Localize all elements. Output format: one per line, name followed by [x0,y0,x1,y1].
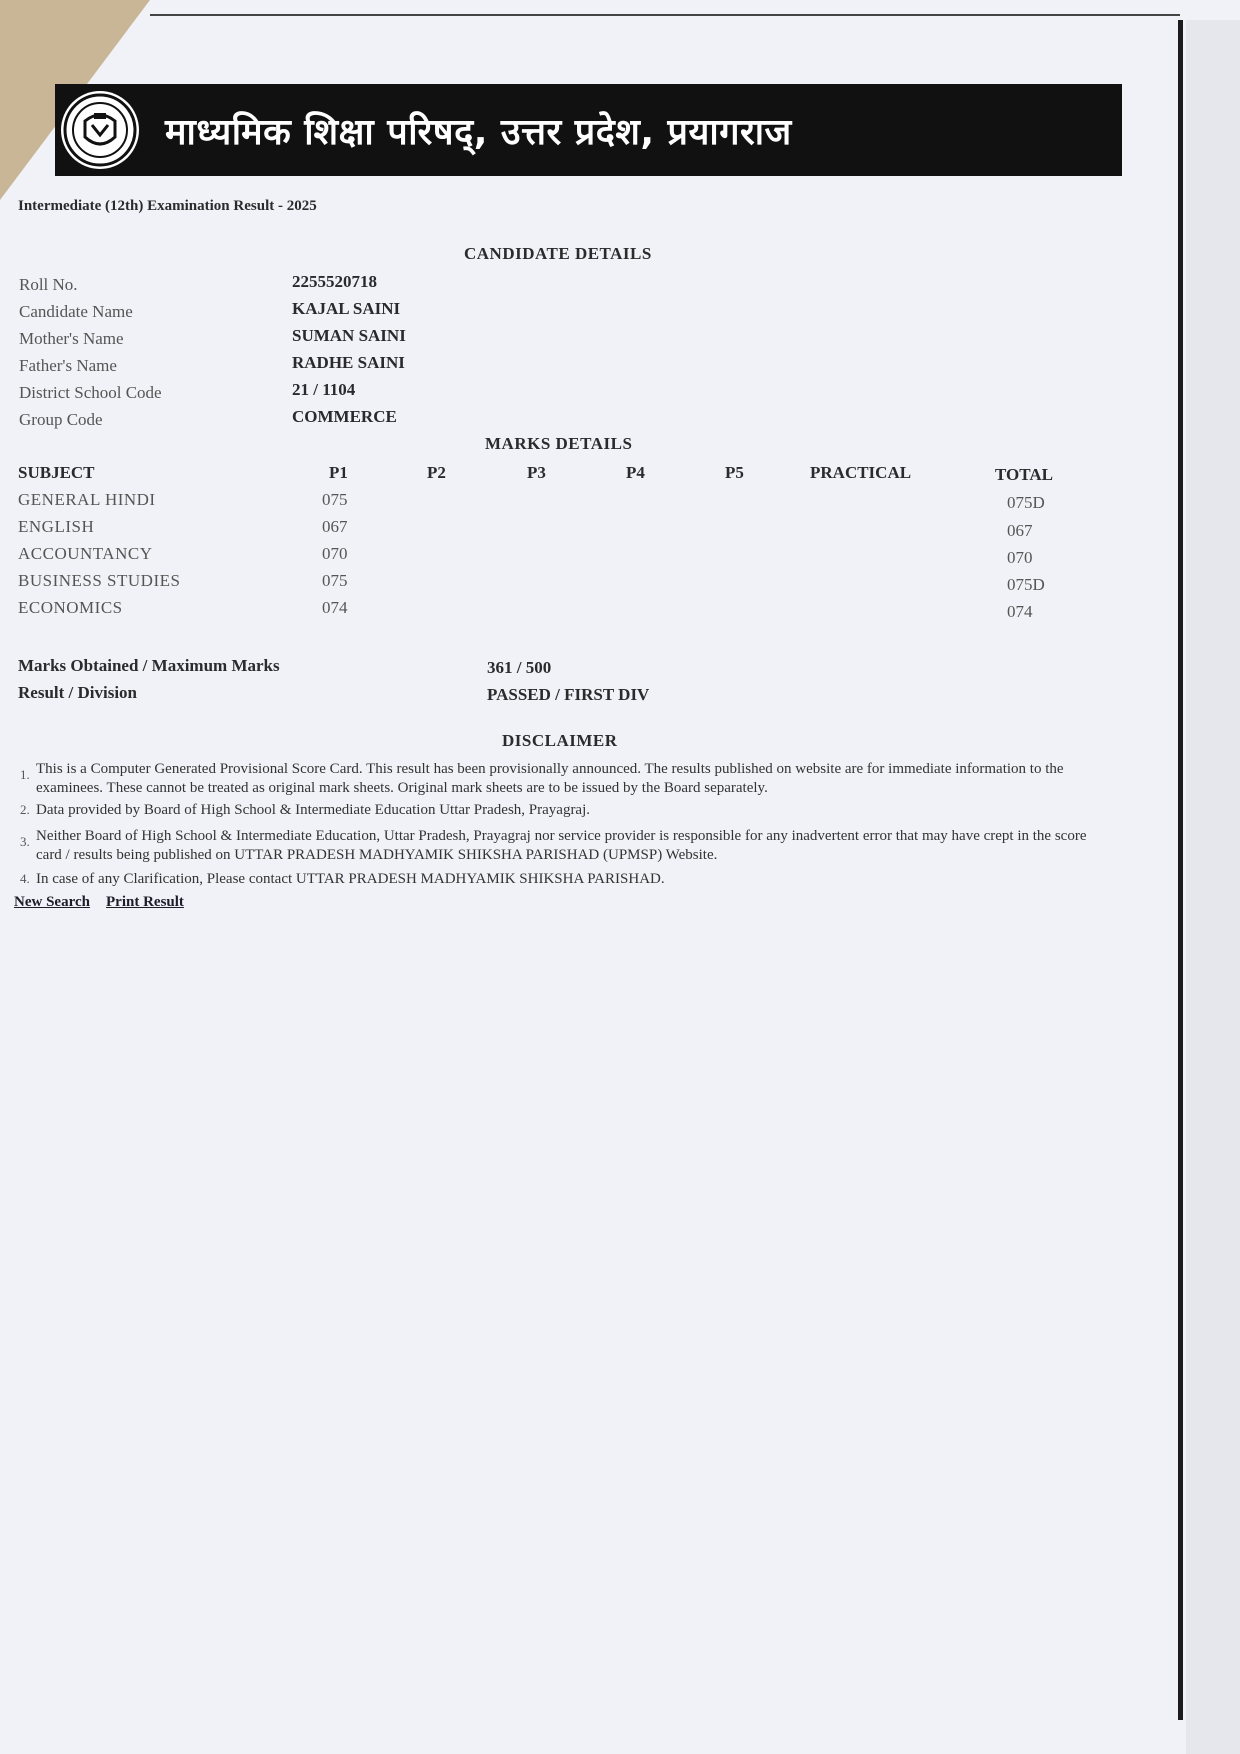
father-name-label: Father's Name [19,356,117,375]
roll-no-value: 2255520718 [292,272,377,291]
marks-details-heading: MARKS DETAILS [485,434,633,453]
subject-p1: 067 [322,517,348,536]
disclaimer-number: 3. [20,834,30,849]
subject-p1: 074 [322,598,348,617]
subject-total: 067 [1007,521,1033,540]
col-p4-header: P4 [626,463,645,482]
subject-name: ECONOMICS [18,598,123,617]
exam-title: Intermediate (12th) Examination Result - 2025 [18,198,317,214]
subject-p1: 070 [322,544,348,563]
col-p2-header: P2 [427,463,446,482]
disclaimer-item: Data provided by Board of High School & Intermediate Education Uttar Pradesh, Prayagraj. [36,802,591,818]
upmsp-emblem-icon [61,91,139,169]
col-p1-header: P1 [329,463,348,482]
subject-name: GENERAL HINDI [18,490,156,509]
marks-obtained-label: Marks Obtained / Maximum Marks [18,656,280,675]
page-right-margin [1186,20,1240,1754]
page-edge-line [1178,20,1183,1720]
disclaimer-heading: DISCLAIMER [502,731,618,750]
col-total-header: TOTAL [995,465,1053,484]
header-banner [55,84,1122,176]
col-subject-header: SUBJECT [18,463,95,482]
subject-total: 070 [1007,548,1033,567]
subject-name: ACCOUNTANCY [18,544,153,563]
col-p5-header: P5 [725,463,744,482]
subject-name: BUSINESS STUDIES [18,571,181,590]
group-code-value: COMMERCE [292,407,397,426]
subject-total: 075D [1007,493,1045,512]
candidate-name-value: KAJAL SAINI [292,299,401,318]
group-code-label: Group Code [19,410,103,429]
roll-no-label: Roll No. [19,275,78,294]
subject-name: ENGLISH [18,517,95,536]
new-search-link[interactable]: New Search [14,894,90,910]
col-practical-header: PRACTICAL [810,463,912,482]
top-rule [150,14,1180,16]
mother-name-value: SUMAN SAINI [292,326,406,345]
result-division-label: Result / Division [18,683,138,702]
disclaimer-number: 1. [20,767,30,782]
print-result-link[interactable]: Print Result [106,894,184,910]
father-name-value: RADHE SAINI [292,353,405,372]
disclaimer-number: 4. [20,871,30,886]
disclaimer-item: This is a Computer Generated Provisional Score Card. This result has been provisionally announced. The results published on website are for immediate information to the examinees. These cannot be treated as original mark sheets. Original mark sheets are to be issued by the Board separately. [36,761,1064,796]
subject-total: 075D [1007,575,1045,594]
candidate-name-label: Candidate Name [19,302,133,321]
subject-p1: 075 [322,490,348,509]
subject-total: 074 [1007,602,1033,621]
disclaimer-item: Neither Board of High School & Intermediate Education, Uttar Pradesh, Prayagraj nor service provider is responsible for any inadvertent error that may have crept in the score card / results being published on UTTAR PRADESH MADHYAMIK SHIKSHA PARISHAD (UPMSP) Website. [36,828,1087,863]
mother-name-label: Mother's Name [19,329,124,348]
district-school-code-label: District School Code [19,383,162,402]
district-school-code-value: 21 / 1104 [292,380,356,399]
candidate-details-heading: CANDIDATE DETAILS [464,244,652,263]
col-p3-header: P3 [527,463,546,482]
header-title: माध्यमिक शिक्षा परिषद्, उत्तर प्रदेश, प्रयागराज [165,111,792,153]
subject-p1: 075 [322,571,348,590]
marks-obtained-value: 361 / 500 [487,658,552,677]
disclaimer-item: In case of any Clarification, Please contact UTTAR PRADESH MADHYAMIK SHIKSHA PARISHAD. [36,871,665,887]
disclaimer-number: 2. [20,802,30,817]
result-division-value: PASSED / FIRST DIV [487,685,650,704]
